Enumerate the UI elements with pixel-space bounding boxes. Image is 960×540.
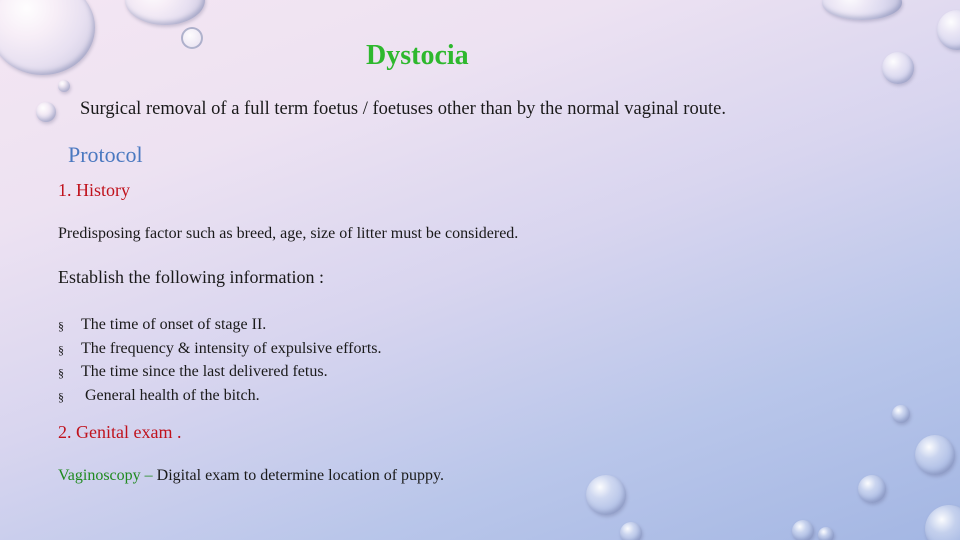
bullet-icon: § — [58, 342, 64, 357]
bullet-icon: § — [58, 366, 64, 380]
water-drop-decoration — [181, 27, 203, 49]
water-drop-decoration — [858, 475, 886, 503]
list-item — [58, 385, 382, 409]
vaginoscopy-label: Vaginoscopy – — [58, 467, 153, 484]
water-drop-decoration — [586, 475, 626, 515]
genital-exam-heading: 2. Genital exam . — [58, 422, 182, 442]
vaginoscopy-text: Digital exam to determine location of puppy. — [152, 467, 444, 484]
water-drop-decoration — [925, 505, 960, 540]
water-drop-decoration — [937, 10, 960, 50]
water-drop-decoration — [125, 0, 205, 25]
protocol-heading: Protocol — [68, 142, 143, 167]
water-drop-decoration — [818, 527, 834, 540]
bullet-text: The frequency & intensity of expulsive efforts. — [81, 339, 382, 357]
bullet-icon: § — [58, 389, 64, 404]
water-drop-decoration — [915, 435, 955, 475]
water-drop-decoration — [58, 80, 70, 92]
list-item — [58, 314, 382, 338]
water-drop-decoration — [36, 102, 56, 122]
definition-text: Surgical removal of a full term foetus / foetuses other than by the normal vaginal route. — [80, 99, 726, 119]
vaginoscopy-line — [58, 467, 444, 485]
bullet-text: The time of onset of stage II. — [81, 316, 267, 333]
water-drop-decoration — [882, 52, 914, 84]
bullet-text: The time since the last delivered fetus. — [81, 363, 328, 380]
establish-text: Establish the following information : — [58, 267, 324, 287]
slide-title: Dystocia — [366, 40, 469, 71]
predisposing-text: Predisposing factor such as breed, age, size of litter must be considered. — [58, 225, 519, 242]
list-item — [58, 338, 382, 362]
bullet-icon: § — [58, 319, 64, 333]
water-drop-decoration — [620, 522, 642, 540]
water-drop-decoration — [892, 405, 910, 423]
bullet-text: General health of the bitch. — [81, 386, 260, 404]
water-drop-decoration — [0, 0, 95, 75]
bullet-list — [58, 314, 382, 408]
history-heading: 1. History — [58, 180, 130, 200]
water-drop-decoration — [822, 0, 902, 20]
water-drop-decoration — [792, 520, 814, 540]
list-item — [58, 361, 382, 385]
